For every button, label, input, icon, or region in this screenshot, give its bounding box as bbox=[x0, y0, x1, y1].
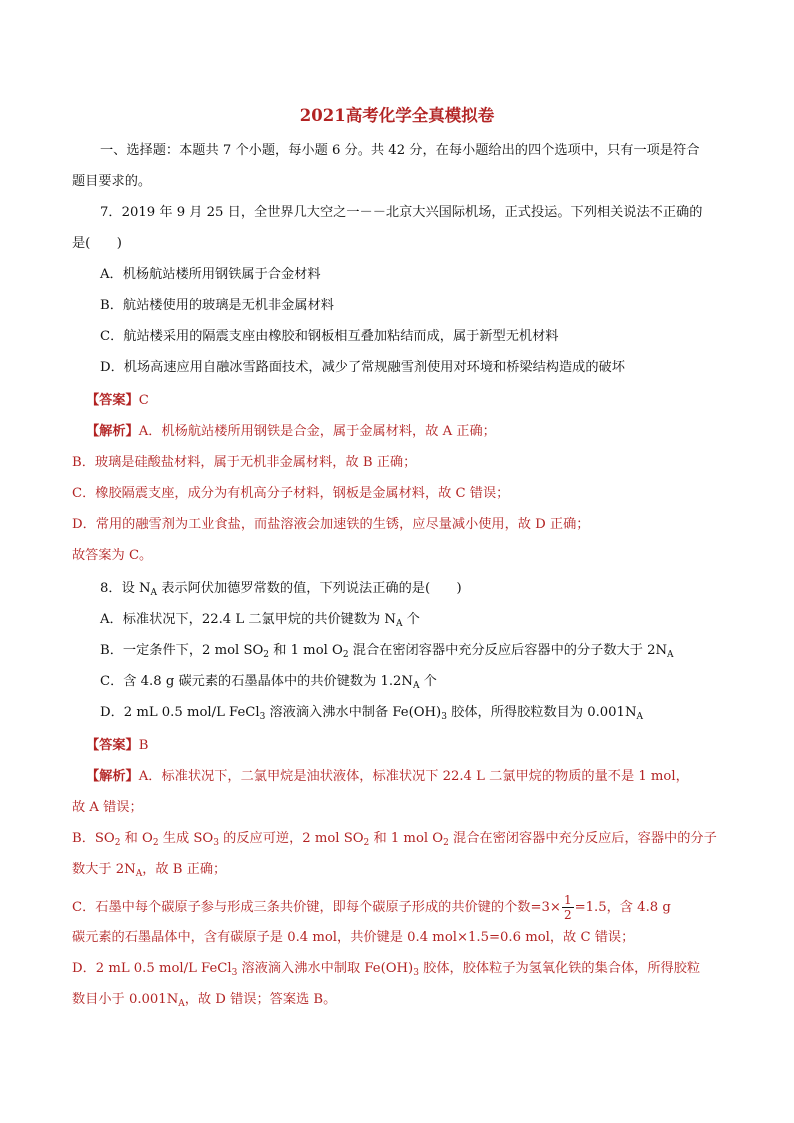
q7-option-b: B．航站楼使用的玻璃是无机非金属材料 bbox=[100, 298, 334, 313]
intro-line-2: 题目要求的。 bbox=[72, 174, 152, 189]
q8-answer bbox=[86, 736, 726, 756]
q8-option-c: C．含 4.8 g 碳元素的石墨晶体中的共价键数为 $1.2N_A$ 个 bbox=[100, 674, 437, 691]
fraction-denominator: 2 bbox=[563, 908, 572, 922]
answer-label: 【答案】 bbox=[86, 738, 139, 753]
intro-line-1: 一、选择题：本题共 7 个小题，每小题 6 分。共 42 分，在每小题给出的四个选项中，只有一项是符合 bbox=[100, 143, 700, 158]
answer-label: 【答案】 bbox=[86, 393, 139, 408]
analysis-text: =1.5，含 4.8 g bbox=[574, 900, 671, 915]
q8-analysis-1 bbox=[86, 767, 726, 787]
page-title: 2021高考化学全真模拟卷 bbox=[299, 106, 495, 125]
q8-analysis-1-cont: 故 A 错误； bbox=[72, 800, 143, 815]
q8-analysis-3-cont: 碳元素的石墨晶体中，含有碳原子是 0.4 mol，共价键是 0.4 mol×1.5=0.6 mol，故 C 错误； bbox=[72, 930, 635, 945]
q7-analysis-3: C．橡胶隔震支座，成分为有机高分子材料，钢板是金属材料，故 C 错误； bbox=[72, 486, 510, 501]
q8-option-b: B．一定条件下，2 mol $SO_2$ 和 1 mol $O_2$ 混合在密闭容器中充分反应后容器中的分子数大于 $2N_A$ bbox=[100, 643, 674, 660]
answer-value: C bbox=[138, 393, 149, 408]
answer-value: B bbox=[138, 738, 149, 753]
fraction bbox=[562, 893, 574, 922]
q7-answer bbox=[86, 391, 726, 411]
q7-option-a: A．机杨航站楼所用钢铁属于合金材料 bbox=[100, 267, 321, 282]
q7-analysis-2: B．玻璃是硅酸盐材料，属于无机非金属材料，故 B 正确； bbox=[72, 455, 417, 470]
q8-option-a: A．标准状况下，22.4 L 二氯甲烷的共价键数为 $N_A$ 个 bbox=[100, 612, 420, 629]
q7-option-d: D．机场高速应用自融冰雪路面技术，减少了常规融雪剂使用对环境和桥梁结构造成的破坏 bbox=[100, 360, 625, 375]
q7-analysis-5: 故答案为 C。 bbox=[72, 548, 153, 563]
q7-stem: 7．2019 年 9 月 25 日，全世界几大空之一－－北京大兴国际机场，正式投运。下列相关说法不正确的 bbox=[100, 205, 703, 220]
q8-analysis-2-cont: 数大于 $2N_A$，故 B 正确； bbox=[72, 862, 227, 879]
q7-analysis-4: D．常用的融雪剂为工业食盐，而盐溶液会加速铁的生锈，应尽量减小使用，故 D 正确； bbox=[72, 517, 590, 532]
fraction-numerator: 1 bbox=[563, 893, 572, 907]
q8-stem: 8．设 $N_A$ 表示阿伏加德罗常数的值，下列说法正确的是( ) bbox=[100, 581, 462, 598]
q7-analysis-1 bbox=[86, 422, 726, 442]
analysis-label: 【解析】 bbox=[86, 769, 139, 784]
analysis-text: A．机杨航站楼所用钢铁是合金，属于金属材料，故 A 正确； bbox=[138, 424, 496, 439]
q8-analysis-4: D．2 mL 0.5 mol/L FeCl$_3$ 溶液滴入沸水中制取 $Fe(OH)_3$ 胶体，胶体粒子为氢氧化铁的集合体，所得胶粒 bbox=[72, 961, 701, 978]
analysis-text: A．标准状况下，二氯甲烷是油状液体，标准状况下 22.4 L 二氯甲烷的物质的量不是 1 mol， bbox=[138, 769, 689, 784]
q8-analysis-2: B．$SO_2$ 和 $O_2$ 生成 $SO_3$ 的反应可逆，2 mol $SO_2$ 和 1 mol $O_2$ 混合在密闭容器中充分反应后，容器中的分子 bbox=[72, 831, 717, 848]
q8-option-d: D．2 mL 0.5 mol/L FeCl$_3$ 溶液滴入沸水中制备 $Fe(OH)_3$ 胶体，所得胶粒数目为 $0.001N_A$ bbox=[100, 705, 643, 722]
q7-stem-cont: 是( ) bbox=[72, 236, 122, 251]
analysis-label: 【解析】 bbox=[86, 424, 139, 439]
analysis-text: C．石墨中每个碳原子参与形成三条共价键，即每个碳原子形成的共价键的个数=3× bbox=[72, 900, 561, 915]
q7-option-c: C．航站楼采用的隔震支座由橡胶和钢板相互叠加粘结而成，属于新型无机材料 bbox=[100, 329, 559, 344]
q8-analysis-4-cont: 数目小于 $0.001N_A$，故 D 错误；答案选 B。 bbox=[72, 992, 337, 1009]
q8-analysis-3 bbox=[72, 893, 712, 922]
